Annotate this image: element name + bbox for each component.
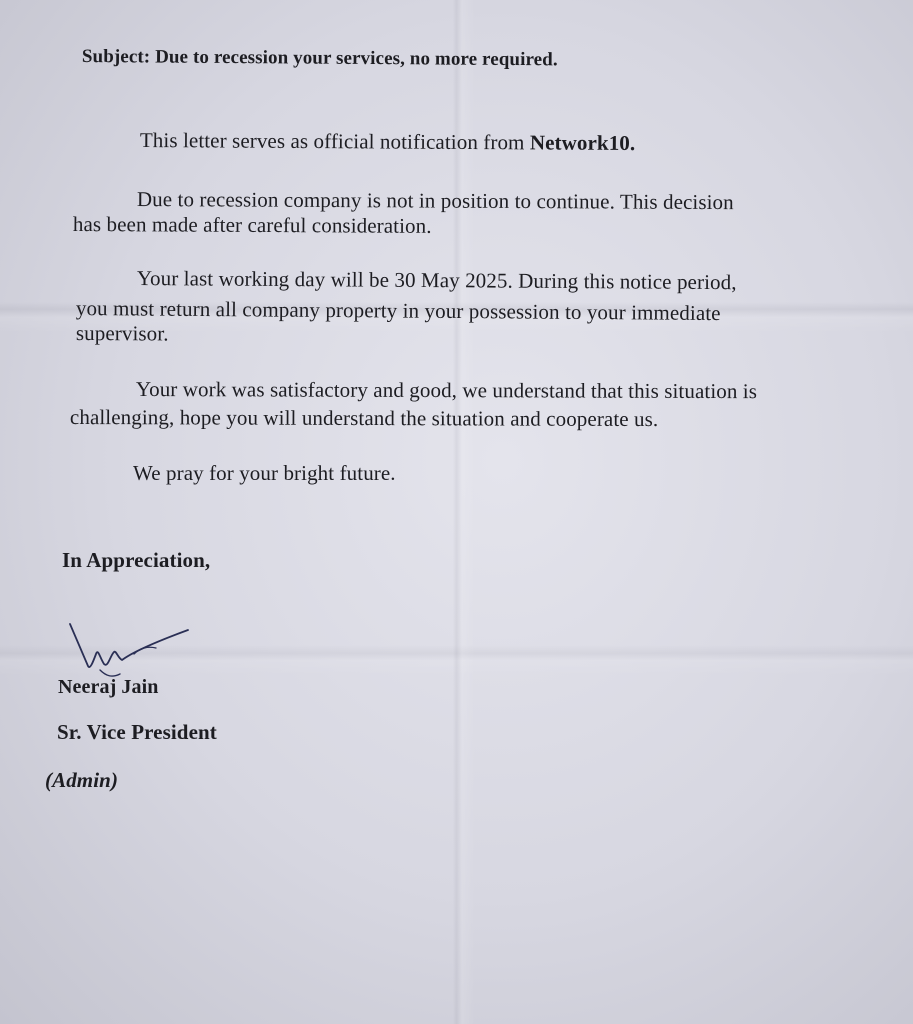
paragraph-last-day-line-2: you must return all company property in your possession to your immediate [75, 295, 721, 326]
paragraph-notification [140, 127, 636, 156]
signatory-title: Sr. Vice President [57, 720, 217, 744]
letter-closing: In Appreciation, [62, 548, 211, 572]
letter-subject: Subject: Due to recession your services, no more required. [81, 45, 558, 71]
paragraph-appreciation-line-1: Your work was satisfactory and good, we understand that this situation is [135, 377, 758, 404]
paragraph-recession-line-2: has been made after careful consideration. [72, 211, 432, 238]
notification-text: This letter serves as official notification from [139, 127, 530, 155]
paragraph-recession-line-1: Due to recession company is not in position to continue. This decision [136, 186, 734, 215]
paragraph-last-day-line-3: supervisor. [75, 321, 169, 346]
paragraph-last-day-line-1: Your last working day will be 30 May 2025. During this notice period, [136, 265, 737, 295]
paragraph-appreciation-line-2: challenging, hope you will understand the situation and cooperate us. [69, 405, 659, 432]
company-name: Network10. [529, 130, 636, 156]
signatory-department: (Admin) [45, 768, 119, 792]
signatory-name: Neeraj Jain [58, 676, 159, 698]
paragraph-wishes: We pray for your bright future. [133, 461, 396, 485]
